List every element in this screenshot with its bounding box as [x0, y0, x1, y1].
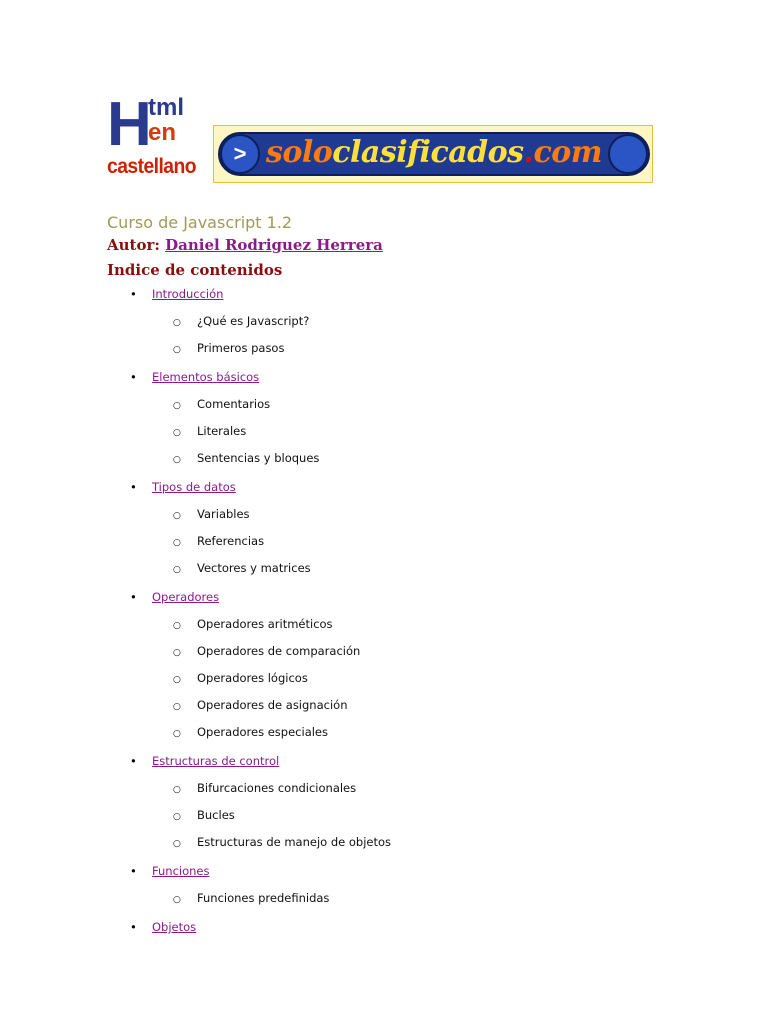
circle-bullet-icon: ○ [173, 428, 181, 438]
circle-bullet-icon: ○ [173, 511, 181, 521]
arrow-icon: > [220, 134, 260, 174]
circle-bullet-icon: ○ [173, 538, 181, 548]
toc-subitem [173, 423, 246, 441]
toc-section-2 [130, 479, 236, 495]
toc-subitem [173, 396, 270, 414]
toc-subitem-label: Variables [197, 507, 250, 521]
circle-bullet-icon: ○ [173, 345, 181, 355]
logo-en: en [148, 119, 177, 146]
toc-section-4 [130, 753, 279, 769]
toc-subitem [173, 834, 391, 852]
circle-bullet-icon: ○ [173, 785, 181, 795]
toc-subitem-label: Comentarios [197, 397, 271, 411]
circle-bullet-icon: ○ [173, 648, 181, 658]
toc-section-1 [130, 369, 259, 385]
bullet-icon: • [130, 590, 137, 604]
circle-bullet-icon: ○ [173, 318, 181, 328]
logo-castellano: castellano [107, 155, 196, 178]
circle-bullet-icon: ○ [173, 702, 181, 712]
circle-bullet-icon: ○ [173, 565, 181, 575]
circle-bullet-icon: ○ [173, 621, 181, 631]
toc-subitem-label: Operadores de comparación [197, 644, 361, 658]
toc-subitem-label: Sentencias y bloques [197, 451, 320, 465]
toc-section-0 [130, 286, 223, 302]
toc-subitem-label: Bucles [197, 808, 235, 822]
bullet-icon: • [130, 864, 137, 878]
toc-subitem-label: Operadores especiales [197, 725, 329, 739]
toc-subitem-label: Vectores y matrices [197, 561, 311, 575]
toc-subitem-label: Primeros pasos [197, 341, 285, 355]
course-title: Curso de Javascript 1.2 [107, 213, 293, 232]
bullet-icon: • [130, 480, 137, 494]
toc-subitem [173, 450, 319, 468]
toc-subitem [173, 560, 311, 578]
toc-subitem-label: Funciones predefinidas [197, 891, 330, 905]
banner-brand-text: soloclasificados.com [265, 135, 603, 170]
toc-section-link[interactable]: Elementos básicos [152, 370, 260, 384]
circle-bullet-icon: ○ [173, 729, 181, 739]
circle-bullet-icon: ○ [173, 401, 181, 411]
toc-subitem [173, 616, 333, 634]
toc-section-link[interactable]: Objetos [152, 920, 197, 934]
toc-section-6 [130, 919, 196, 935]
toc-subitem [173, 724, 328, 742]
toc-subitem-label: Estructuras de manejo de objetos [197, 835, 392, 849]
bullet-icon: • [130, 754, 137, 768]
toc-subitem-label: Literales [197, 424, 247, 438]
logo-h: H [107, 90, 150, 159]
toc-section-link[interactable]: Introducción [152, 287, 224, 301]
circle-bullet-icon: ○ [173, 839, 181, 849]
bullet-icon: • [130, 287, 137, 301]
toc-subitem-label: Bifurcaciones condicionales [197, 781, 357, 795]
toc-subitem [173, 807, 235, 825]
toc-section-5 [130, 863, 209, 879]
toc-section-3 [130, 589, 219, 605]
toc-subitem-label: Operadores lógicos [197, 671, 308, 685]
toc-subitem-label: Referencias [197, 534, 265, 548]
author-link[interactable]: Daniel Rodriguez Herrera [165, 236, 383, 254]
toc-section-link[interactable]: Estructuras de control [152, 754, 280, 768]
toc-section-link[interactable]: Tipos de datos [152, 480, 236, 494]
circle-bullet-icon: ○ [173, 675, 181, 685]
toc-subitem [173, 643, 360, 661]
author-label: Autor: [107, 236, 160, 254]
toc-subitem [173, 313, 309, 331]
logo-tml: tml [148, 94, 184, 121]
toc-subitem-label: Operadores de asignación [197, 698, 348, 712]
circle-bullet-icon: ○ [173, 455, 181, 465]
toc-subitem [173, 340, 284, 358]
toc-section-link[interactable]: Operadores [152, 590, 220, 604]
index-title: Indice de contenidos [107, 261, 283, 279]
toc-subitem [173, 670, 308, 688]
toc-subitem [173, 780, 356, 798]
toc-subitem [173, 506, 250, 524]
circle-bullet-icon: ○ [173, 812, 181, 822]
toc-subitem-label: Operadores aritméticos [197, 617, 333, 631]
toc-section-link[interactable]: Funciones [152, 864, 210, 878]
circle-bullet-icon: ○ [173, 895, 181, 905]
bullet-icon: • [130, 370, 137, 384]
bullet-icon: • [130, 920, 137, 934]
toc-subitem [173, 890, 329, 908]
toc-subitem-label: ¿Qué es Javascript? [197, 314, 310, 328]
toc-subitem [173, 533, 264, 551]
toc-subitem [173, 697, 347, 715]
